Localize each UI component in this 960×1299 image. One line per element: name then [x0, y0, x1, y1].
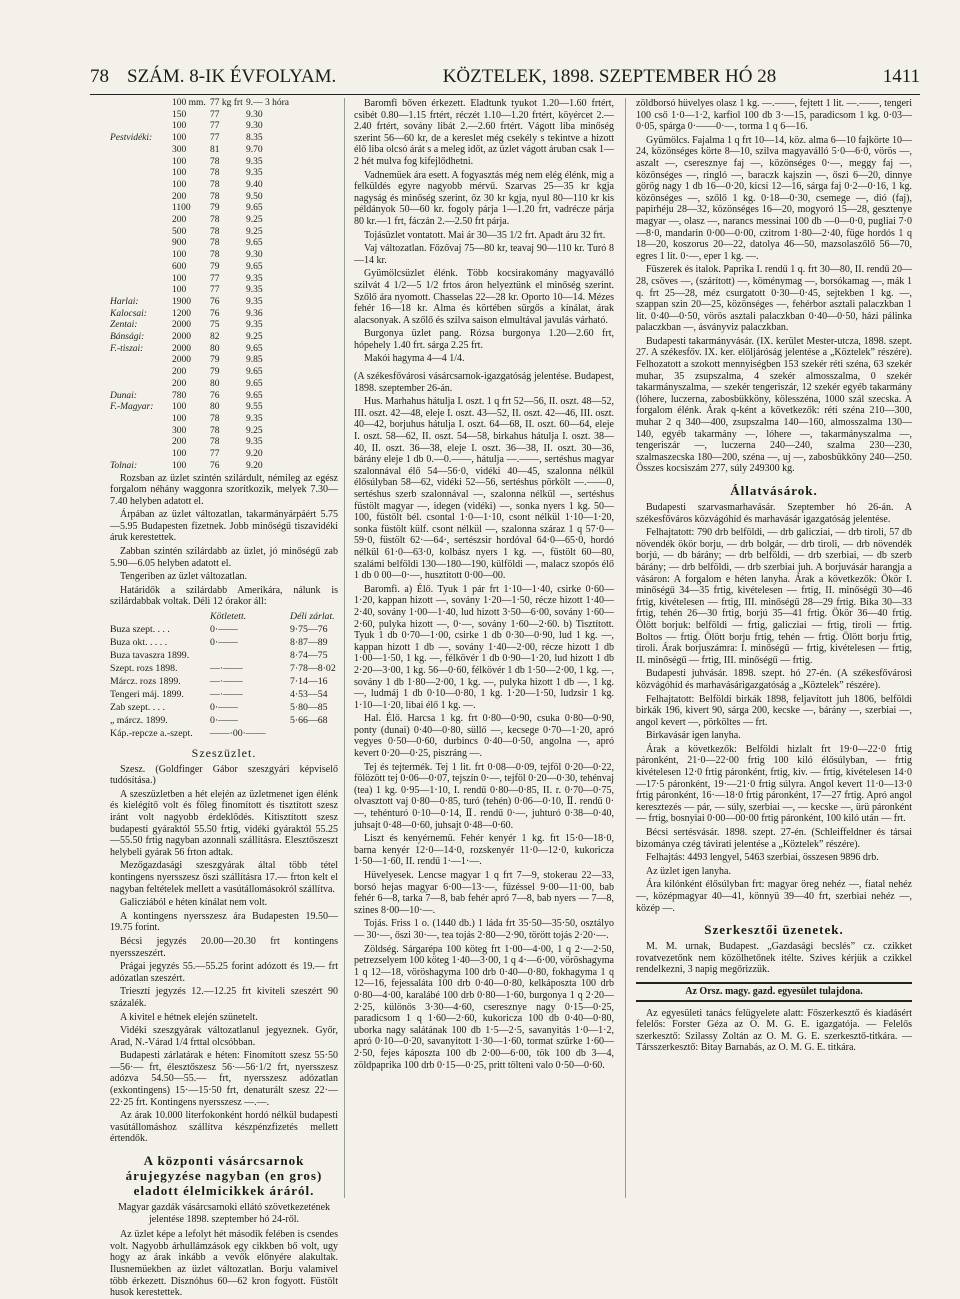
price-table-cell: 82 [210, 332, 220, 343]
price-table-cell: 77 [210, 285, 220, 296]
price-table-place: Zentai: [110, 320, 138, 331]
price-table-cell: 9.20 [246, 449, 263, 460]
price-table-place: Dunai: [110, 390, 137, 401]
spirits-paragraph: A kontingens nyersszesz ára Budapesten 19.50—19.75 forint. [110, 910, 338, 934]
price-table-cell: 9.35 [246, 320, 263, 331]
price-table-cell: 9.70 [246, 144, 263, 155]
price-table-place [110, 238, 172, 250]
header-title: KÖZTELEK, 1898. SZEPTEMBER HÓ 28 [442, 66, 777, 87]
price-table-cell: 77 [210, 273, 220, 284]
futures-table-cell [290, 727, 338, 740]
dairy-paragraph: Tej és tejtermék. Tej 1 lit. frt 0·08—0·09, tejföl 0·20—0·22, fölözött tej 0·06—0·07, tejszín 0·—, tejföl 0·20—0·30, tehénvaj (tea) 1 kg. 0·95—1·10, I. rendű 0·80—0·85, II. r. 0·70—0·75, olvasztott vaj 0·80—0·85, turó (tehén) 0·06—0·10, Ⅱ. rendű 0·—, tehénturó 0·10—0·14, Ⅱ. rendű 0·—, juhturó 0·38—0·40, juhsajt 0·48—0·60, juhsajt 0·48—0·60. [354, 761, 614, 831]
maize-paragraph: Tengeriben az üzlet változatlan. [120, 571, 248, 583]
futures-table-cell: Szept. rozs 1898. [110, 663, 178, 675]
price-table-cell: 78 [210, 156, 220, 167]
spirits-title: Szeszüzlet. [191, 746, 257, 761]
butter-paragraph: Vaj változatlan. Főzővaj 75—80 kr, teavaj 90—110 kr. Turó 8—14 kr. [354, 243, 614, 266]
price-table-cell: 9.65 [246, 238, 263, 249]
price-table-cell: 100 [172, 449, 187, 460]
legumes-paragraph: Hüvelyesek. Lencse magyar 1 q frt 7—9, stokerau 22—33, borsó hejas magyar 6·00—13·—, fűzéssel 9·00—11·00, bab fehér 6—8, tarka 7—8, bab fehér apró 7—8, bab nyers — 7—8, szines 8·00—10·—. [354, 870, 614, 916]
spirits-paragraph: Szesz. (Goldfinger Gábor szeszgyári képviselő tudósítása.) [110, 763, 338, 787]
price-table-cell: 900 [172, 238, 187, 249]
sheep-supply-paragraph: Felhajtatott: Belföldi birkák 1898, feljavított juh 1806, belföldi birkák 196, kivert 90, sárga 200, kecske —, bárány —, szerbiai —, angol kevert —, pörköltes — frt. [636, 693, 912, 728]
price-table-cell: 80 [210, 402, 220, 413]
price-table-cell: 9.65 [246, 343, 263, 354]
pig-supply-paragraph: Felhajtás: 4493 lengyel, 5463 szerbiai, összesen 9896 drb. [646, 852, 879, 864]
spirits-paragraph: Budapesti zárlatárak e héten: Finomított szesz 55·50—56·— frt, élesztőszesz 56·—56·1/2 frt, nyersszesz adózva 54.50—55.— frt, nyersszesz adózatlan (exkontingens) 15·—15·50 frt, denaturált szesz 22·—22·25 frt. Kontingens nyersszesz —.—. [110, 1050, 338, 1108]
egg-paragraph: Tojásüzlet vontatott. Mai ár 30—35 1/2 frt. Apadt áru 32 frt. [364, 229, 606, 241]
futures-table-cell [210, 649, 290, 662]
poultry-paragraph: Baromfi bőven érkezett. Eladtunk tyukot 1.20—1.60 frtért, csibét 0.80—1.15 frtért, réczét 1.10—1.20 frtért, köyércet 2.—2.40 frtért, sovány libát 2.—2.60 frtért. Vágott liba minőség szerint 56—60 kr, de a kereslet még csekély s tekintve a hizott élő liba olcsó árát s a meleg időt, az üzlet vágott áruban csak 1—2 hét mulva fog kifejlődhetni. [354, 98, 614, 167]
futures-table-cell: 0·—— [210, 715, 238, 727]
rye-paragraph: Rozsban az üzlet szintén szilárdult, némileg az egész forgalom néhány waggonra szorítkozik, melyek 7.30—7.40 helyben adatott el. [110, 472, 338, 507]
price-table-cell: 80 [210, 378, 220, 389]
sheep-market-paragraph: Budapesti juhvásár. 1898. szept. hó 27-én. (A székesfővárosi közvágóhíd és marhavásárigazgatóság a „Köztelek” részére). [636, 668, 912, 691]
price-table-cell: 100 [172, 168, 187, 179]
futures-table-cell: ——·00·—— [210, 728, 266, 740]
wheat-price-table [110, 98, 338, 473]
price-table-cell: 79 [210, 367, 220, 378]
price-table-place: F.-tiszai: [110, 343, 144, 354]
price-table-cell: 9.85 [246, 355, 263, 366]
price-table-cell: 76 [210, 308, 220, 319]
price-table-place: Tolnai: [110, 460, 138, 471]
poultry-prices-paragraph: Baromfi. a) Élő. Tyuk 1 pár frt 1·10—1·40, csirke 0·60—1·20, kappan hizott —, sovány 1·20—1·50, récze hizott 1·40—2·40, sovány 1·00—1·40, lud hizott 3·50—6·00, sovány 1·60—2·60, pulyka hizott —, 0·—, sovány 1·60—2·60. b) Tisztított. Tyuk 1 db 0·70—1·00, csirke 1 db 0·30—0·90, lud 1 kg. —, kappan hizott 1 db —, sovány 1·40—2·00, récze hizott 1 db 1·00—1·50, 1 kg. —, félkövér 1 db 0·90—1·20, lud hizott 1 db 2·20—3·00, 1 kg. 56—0·60, félkövér 1 db 1·50—2·00, 1 kg. —, sovány 1 db 1·80—2·00, 1 kg. —, pulyka hizott 1 db —, 1 kg. —, ludmáj 1 db 0·10—0·80, 1 kg. 1·20—1·50, ludzsir 1 kg. 1·10—1·20, libai élő 1 kg. —. [354, 583, 614, 711]
price-table-place [110, 274, 172, 286]
price-table-cell: 2000 [172, 332, 191, 343]
price-table-cell: 200 [172, 367, 187, 378]
price-table-cell: 78 [210, 191, 220, 202]
futures-table-cell: 5·80—85 [290, 702, 328, 714]
price-table-place [110, 121, 172, 133]
price-table-cell: 80 [210, 343, 220, 354]
price-table-cell: 78 [210, 425, 220, 436]
price-table-cell: 200 [172, 215, 187, 226]
price-table-place [110, 180, 172, 192]
price-table-cell: 9.25 [246, 226, 263, 237]
market-hall-title: A központi vásárcsarnok árujegyzése nagyban (en gros) eladott élelmicikkek áráról. [125, 1153, 323, 1199]
price-table-cell: 100 [172, 285, 187, 296]
price-table-cell: 100 [172, 402, 187, 413]
spirits-paragraph: Vidéki szeszgyárak változatlanul jegyeznek. Győr, Arad, N.-Várad 1/4 frttal olcsóbban. [110, 1025, 338, 1048]
price-table-cell: 9.65 [246, 367, 263, 378]
price-table-place [110, 367, 172, 379]
price-table-cell: 9.36 [246, 308, 263, 319]
spirits-paragraph: A szeszüzletben a hét elején az üzletmenet igen élénk és kielégítő volt és főleg finomított és tisztított szesz iránt volt nagyobb érdeklődés. Kitisztított szesz budapesti gyáraktól 55.50 frtig, vidéki gyáraktól 55.25—55.50 frtig nagyban azonnali szállításra. Elesztőszeszt helybeli gyárak 56 frton adtak. [110, 788, 338, 858]
price-table-cell: 9.40 [246, 179, 263, 190]
futures-table-cell: Buza szept. . . . [110, 624, 170, 636]
fruit-prices-paragraph: Gyümölcs. Fajalma 1 q frt 10—14, köz. alma 6—10 fajkörte 10—24, közönséges körte 8—10, szilva magyaválló 5·0—6·0, vörös —, aszalt —, cseresznye faj —, közönséges 0·—, meggy faj —, közönséges —, ringló —, baraczk kajszin —, őszi 6—20, dinnye görög nagy 1 db 16—0·20, kicsi 12—16, sárga faj 0·2—0·16, 1 kg. közönséges —, szőlő 1 kg. 0·18—0·30, csemege —, dió (faj), papirhéju 28—32, közönséges 16—20, mogyoró 15—28, gesztenye magyar —, olasz —, narancs messinai 100 db —0—0·0, pugliai 7·0—8·0, mandarin 0·00—0·00, czitrom 1·80—2·40, füge hordós 1 q 18—20, koszorus 20—22, datolya 46—50, mazsolaszőlő 56—70, egres 1 lit. 0·—, eper 1 kg. —. [636, 134, 912, 262]
spirits-paragraph: Prágai jegyzés 55.—55.25 forint adózott és 19.— frt adózatlan szeszért. [110, 961, 338, 984]
price-table-cell: 1200 [172, 308, 191, 319]
futures-table-header [110, 610, 210, 623]
futures-paragraph: Határidők a szilárdabb Amerikára, nálunk is szilárdabbak voltak. Déli 12 órakor áll: [110, 584, 338, 608]
barley-paragraph: Árpában az üzlet változatlan, takarmányárpáért 5.75—5.95 Budapesten fizetnek. Jobb minőségű tiszavidéki áruk kerestettek. [110, 509, 338, 544]
price-table-cell: 78 [210, 437, 220, 448]
price-table-place [110, 110, 172, 122]
price-table-cell: 77 kg frt [210, 98, 243, 108]
price-table-cell: 9.25 [246, 332, 263, 343]
price-table-cell: 100 [172, 133, 187, 144]
price-table-cell: 100 [172, 121, 187, 132]
futures-table-cell: —·—— [210, 663, 243, 675]
futures-table-cell: 0·—— [210, 637, 238, 649]
price-table-cell: 100 mm. [172, 98, 206, 108]
futures-table-cell: Márcz. rozs 1899. [110, 676, 181, 688]
price-table-place [110, 145, 172, 157]
price-table-cell: 9.50 [246, 191, 263, 202]
fodder-market-paragraph: Budapesti takarmányvásár. (IX. kerület Mester-utcza, 1898. szept. 27. A székesfőv. IX. ker. elöljáróság jelentése a „Köztelek” részére). Felhozatott a szokott mennyiségben 153 szekér réti széna, 63 szekér muhar, 35 zsupszalma, 4 szekér almosszalma, 0 szekér takarmányszalma, — szekér tengeriszár, 12 szekér egyéb takarmány (lóhere, luczerna, zabosbükköny, kölesszéna, 1000 szál szecska. A forgalom élénk. Árak q-ként a következők: réti széna 210—300, muhar 2 q 340—400, zsupszalma 140—160, almosszalma 130—140, egyéb takarmány —, lóhere —, takarmányszalma —, tengeriszár —, luczerna 240—240, szalma 230—230, szalmaszecska 180—200, széna —, uj —, zabosbükköny 240—250. Összes kocsiszám 277, súly 249300 kg. [636, 335, 912, 475]
price-table-cell: 500 [172, 226, 187, 237]
price-table-place [110, 437, 172, 449]
price-table-cell: 9.30 [246, 109, 263, 120]
price-table-cell: 79 [210, 203, 220, 214]
pig-market-paragraph: Bécsi sertésvásár. 1898. szept. 27-én. (Schleiffeldner és társai bizománya czég távirati jelentése a „Köztelek” részére). [636, 827, 912, 850]
issue-label: SZÁM. 8-IK ÉVFOLYAM. [127, 66, 337, 87]
futures-table-cell: 0·—— [210, 702, 238, 714]
price-table-place [110, 355, 172, 367]
market-paragraph: Az üzlet képe a lefolyt hét második felében is csendes volt. Nagyobb árhullámzások egy cikkben bő volt, ugy hogy az árak inkább a vevők előnyére alakultak. Ilusnemüekben az üzlet változatlan. Borju valamivel több érkezett. Disznóhus 60—62 kron fogyott. Füstölt husok kerestettek. [110, 1229, 338, 1299]
fish-paragraph: Hal. Élő. Harcsa 1 kg. frt 0·80—0·90, csuka 0·80—0·90, ponty (dunai) 0·40—0·80, süllő —, kecsege 0·70—1·20, apró vegyes 0·50—0·60, durbincs 0·40—0·50, angolna —, apró kevert 0·20—0·25, piszráng —. [354, 713, 614, 760]
futures-table-cell: 4·53—54 [290, 689, 328, 701]
price-table-cell: 2000 [172, 343, 191, 354]
price-table-cell: 1900 [172, 296, 191, 307]
price-table-cell: 9.65 [246, 261, 263, 272]
futures-table-cell: „ márcz. 1899. [110, 715, 168, 727]
spirits-paragraph: Mezőgazdasági szeszgyárak által több tétel kontingens nyersszesz őszi szállításra 17.— frton kelt el nagyban feltételek mellett a vasútállomásokról szállítva. [110, 860, 338, 895]
price-table-cell: 77 [210, 133, 220, 144]
pig-prices-paragraph: Ára kilónként élősúlyban frt: magyar öreg nehéz —, fiatal nehéz —, középmagyar 40—41, könnyü 39—40 frt, szerbiai nehéz —, közép —. [636, 879, 912, 914]
futures-table-cell: Tengeri máj. 1899. [110, 689, 184, 701]
price-table-place [110, 262, 172, 274]
price-table-cell: 100 [172, 460, 187, 471]
price-table-place [110, 426, 172, 438]
column-rule [344, 98, 345, 1198]
spices-paragraph: Füszerek és italok. Paprika I. rendű 1 q. frt 30—80, II. rendű 20—28, csöves —, (szárított) —, köménymag —, borsókamag —, mák 1 q. frt 25—28, méz csurgatott 0·30—0·45, sejtekben 1 kg. —, szappan szin 20—25, közönséges —, fehérbor asztali palaczkban 1 lit. 0·40—0·50, vörös asztali palaczkban 0·40—0·50, házi pálinka palaczkban —, ásványviz palaczkban. [636, 264, 912, 334]
cattle-market-paragraph: Budapesti szarvasmarhavásár. Szeptember hó 26-án. A székesfőváros közvágóhíd és marhavásár igazgatóság jelentése. [636, 502, 912, 525]
cattle-prices-paragraph: Felhajtatott: 790 drb belföldi, — drb galicziai, — drb tiroli, 57 db növendék ökör borju, — drb bolgár, — drb tiroli, — drb növendék borjú, — db bárány; — drb belföldi, — drb szerbiai, — db szerb bárány; — drb belföldi, — drb szerbiai juh. A borjuvásár harangja a vásáron: A forgalom e héten lanyha. Árak a következők: Ökör I. minőségű 34—35 frtig, kivételesen — frtig, II. minőségű 30—46 frtig, kivételesen — frtig, III. minőségű 28—29 frtig. Bika 30—33 frtig, tehén 26—30 frtig, borjú 35—41 frtig. Ökör 36—40 frtig. Ölött borjuk: belföldi — frtig, galicziai — frtig, tiroli — frtig. Boltos — frtig. Ölött borju frtig, tehén — frtig. Ölött borju frtig, tiroli. Árak borjuszámra: I. minőségű — frtig, kivételesen — frtig, II. minőségű — frtig, III. minőségű — frtig. [636, 527, 912, 666]
price-table-cell: 9.35 [246, 168, 263, 179]
price-table-place: Harlai: [110, 296, 139, 307]
price-table-cell: 9.35 [246, 296, 263, 307]
price-table-cell: 77 [210, 109, 220, 120]
price-table-cell: 100 [172, 250, 187, 261]
price-table-cell: 9.65 [246, 203, 263, 214]
price-table-cell: 2000 [172, 320, 191, 331]
price-table-place: F.-Magyar: [110, 402, 154, 413]
price-table-place [110, 215, 172, 227]
meat-paragraph: Hus. Marhahus hátulja I. oszt. 1 q frt 52—56, II. oszt. 48—52, III. oszt. 42—48, eleje I. oszt. 43—52, II. oszt. 42—46, III. oszt. 40—42, borjuhus hátulja I. oszt. 64—68, II. oszt. 60—64, eleje I. oszt. 58—62, II. oszt. 54—58, birkahus hátulja I. oszt. 38—40, II. oszt. 36—38, eleje I. oszt. 36—38, II. oszt. 30—36, bárány eleje 1 db 0.—0.——, hátulja —.——, sertéshus magyar szalonnával élő 54—56·0, vidéki 40—45, szalonna nélkül élősúlyban 58—62, vidéki 52—56, sertéshus pörkölt —.——0, sertéshus szerb szalonnával —, szalonna nélkül —, sertéshus füstölt magyar —, idegen (vidéki) —, sonka nyers 1 kg. 50—100, füstölt bél. csontal 1·0—1·10, csont nélkül 1·10—1·20, sonka füstölt külf. csont nélkül —, szalonna száraz 1 q 57·0—59·0, füstölt 62·—64·, sertészsir hordóval 64·0—65·0, hordó nélkül 61·0—63·0, kolbász nyers 1 kg. —, füstölt 60—80, szalámi belföldi 130—180—190, külföldi —, malacz szopós élő 1 db 0 00—0·—, husztitott 0·00—00. [354, 396, 614, 582]
vegetables-cont-paragraph: zöldborsó hüvelyes olasz 1 kg. —.——, fejtett 1 lit. —.——, tengeri 100 cső 1·0—1·2, karfiol 100 db 3·—15, paradicsom 1 kg. 0·03—0·05, spárga 0·——0·—, torma 1 q 6—16. [636, 98, 912, 133]
price-table-place: Bánsági: [110, 332, 145, 343]
price-table-cell: 77 [210, 449, 220, 460]
price-table-cell: 100 [172, 413, 187, 424]
price-table-place [110, 227, 172, 239]
price-table-cell: 300 [172, 425, 187, 436]
price-table-cell: 81 [210, 144, 220, 155]
price-table-place [110, 250, 172, 262]
price-table-cell: 200 [172, 191, 187, 202]
futures-table-cell: Káp.-repcze a.-szept. [110, 728, 193, 740]
price-table-cell: 9.35 [246, 413, 263, 424]
price-table-cell: 780 [172, 390, 187, 401]
futures-table-cell: Buza okt. . . . . [110, 637, 168, 649]
price-table-place: Pestvidéki: [110, 133, 153, 144]
sheep-prices-paragraph: Árak a következők: Belföldi hizlalt frt 19·0—22·0 frtig páronként, 21·0—22·00 frtig 100 kiló élősúlyban, — frtig kivételesen 12·0 frtig páronként, frtig, kiv. — frtig, kivételesen 14·0—17·5 páronként, 19·—21·0 frtig súlyra. Angol kevert 11·0—13·0 frtig páronként, 16·—18·0 frtig páronként, 17—27 frtig. Apró angol keresztezés — pár, — súly, szerbiai —, — kecske —, ürü páronként — frtig, bosnyiai 0·00—00·00 frtig páronként, 100 kiló után — frt. [636, 743, 912, 825]
price-table-cell: 9.35 [246, 285, 263, 296]
onion-paragraph: Makói hagyma 4—4 1/4. [364, 353, 465, 365]
futures-table-cell: Buza tavaszra 1899. [110, 650, 190, 662]
futures-table-cell: —·—— [210, 676, 243, 688]
price-table-cell: 78 [210, 179, 220, 190]
column-rule [625, 98, 626, 1198]
fruit-paragraph: Gyümölcsüzlet élénk. Több kocsirakomány magyaválló szilvát 4 1/2—5 1/2 frtos áron helyeztünk el minőség szerint. Szőlő ára nyomott. Chasselas 22—28 kr. Oporto 10—14. Mézes fehér 16—18 kr. Alma és körtében sürgős a kínálat, árak alacsonyak. A szőlő és szilva saison elmultával javulás várható. [354, 268, 614, 326]
price-table-cell: 1100 [172, 203, 191, 214]
price-table-cell: 600 [172, 261, 187, 272]
potato-paragraph: Burgonya üzlet pang. Rózsa burgonya 1.20—2.60 frt, hópehely 1.40 frt. sárga 2.25 frt. [354, 328, 614, 351]
price-table-cell: 76 [210, 296, 220, 307]
futures-table-header: Kötletett. [210, 611, 247, 623]
bread-paragraph: Liszt és kenyérnemü. Fehér kenyér 1 kg. frt 15·0—18·0, barna kenyér 12·0—14·0, rozskenyér 11·0—12·0, kukoricza 1·50—1·60, II. rendű 1·—1·—. [354, 833, 614, 868]
ownership-banner: Az Orsz. magy. gazd. egyesület tulajdona. [636, 982, 912, 1002]
sheep-trend-paragraph: Birkavásár igen lanyha. [646, 730, 741, 742]
price-table-cell: 300 [172, 144, 187, 155]
futures-table-cell: 7·78—8·02 [290, 663, 336, 675]
price-table-cell: 100 [172, 156, 187, 167]
price-table-cell: 9.35 [246, 437, 263, 448]
price-table-cell: 9.20 [246, 460, 263, 471]
price-table-cell: 9.55 [246, 402, 263, 413]
price-table-place [110, 285, 172, 297]
price-table-cell: 78 [210, 226, 220, 237]
livestock-title: Állatvásárok. [730, 483, 818, 498]
spirits-paragraph: Az árak 10.000 literfokonként hordó nélkül budapesti vasútállomáshoz szállítva készpénzfizetés mellett értendők. [110, 1110, 338, 1145]
price-table-place [110, 192, 172, 204]
spirits-paragraph: Bécsi jegyzés 20.00—20.30 frt kontingens nyersszeszért. [110, 935, 338, 959]
market-hall-subtitle: Magyar gazdák vásárcsarnoki ellátó szövetkezetének jelentése 1898. szeptember hó 24-ről. [117, 1202, 331, 1225]
price-table-cell: 9.— 3 hóra [246, 98, 290, 108]
eggs-paragraph: Tojás. Friss 1 o. (1440 db.) 1 láda frt 35·50—35·50, osztályo — 30·—, őszi 30·—, tea tojás 2·80—2·90, törött tojás 2·20·—. [354, 918, 614, 941]
page-header [90, 60, 920, 95]
oats-paragraph: Zabban szintén szilárdabb az üzlet, jó minőségű zab 5.90—6.05 helyben adatott el. [110, 546, 338, 569]
price-table-cell: 78 [210, 215, 220, 226]
price-table-place [110, 168, 172, 180]
futures-table-cell: 7·14—16 [290, 676, 328, 688]
price-table-place: Kalocsai: [110, 308, 147, 319]
price-table-cell: 200 [172, 437, 187, 448]
price-table-place [110, 98, 172, 110]
report-source: (A székesfővárosi vásárcsarnok-igazgatóság jelentése. Budapest, 1898. szeptember 26-án. [354, 371, 614, 394]
vegetables-paragraph: Zöldség. Sárgarépa 100 köteg frt 1·00—4·00, 1 q 2·—2·50, petrezselyem 100 köteg 1·40—3·00, 1 q 4·—6·00, vöröshagyma 1 q 12—18, vöröshagyma 100 drb 0·40—0·80, fokhagyma 1 q 12—16, fejessaláta 100 drb 0·40—0·80, kelkáposzta 100 drb 0·80—4·00, karalábé 100 drb 0·80—1·60, burgonya 1 q 2·20—2·25, különös 3·30—4·60, cseresznye nagy 0·15—0·25, paradicsom 1 q 1·60—2·60, kukoricza 100 db 0·40—0·80, uborka nagy salátának 100 db 1·5—2·5, savanyitás 1·0—1·2, apró 0·10—0·20, savanyitott 1·30—1·60, tormat szürke 1·60—2·50, fejes káposzta 100 db 2·00—6·00, tök 100 db 3—4, zöldpaprika 100 drb 0·15—0·25, pritt tölteni valo 0·50—0·60. [354, 943, 614, 1071]
futures-table-cell: —·—— [210, 689, 243, 701]
spirits-paragraph: Galicziából e héten kínálat nem volt. [120, 897, 268, 909]
price-table-cell: 200 [172, 378, 187, 389]
futures-table-cell: 0·—— [210, 624, 238, 636]
futures-table-cell: Zab szept. . . . [110, 702, 165, 714]
price-table-cell: 9.35 [246, 273, 263, 284]
price-table-cell: 100 [172, 179, 187, 190]
futures-table [110, 610, 338, 740]
price-table-cell: 8.35 [246, 133, 263, 144]
header-page-total: 1411 [882, 66, 920, 87]
futures-table-header: Déli zárlat. [290, 611, 335, 623]
price-table-cell: 76 [210, 460, 220, 471]
price-table-cell: 75 [210, 320, 220, 331]
price-table-place [110, 414, 172, 426]
price-table-cell: 9.65 [246, 378, 263, 389]
editor-note-paragraph: M. M. urnak, Budapest. „Gazdasági becslés” cz. czikket rovatvezetőnk nem közölhetőnek itélte. Szives kérjük a czikkel rendelkezni, 3 napig megőrizzük. [636, 941, 912, 976]
column-1 [110, 98, 338, 1299]
price-table-cell: 9.25 [246, 425, 263, 436]
price-table-place [110, 157, 172, 169]
futures-table-cell: 8·87—89 [290, 637, 328, 649]
price-table-cell: 76 [210, 390, 220, 401]
price-table-cell: 9.30 [246, 250, 263, 261]
price-table-cell: 2000 [172, 355, 191, 366]
price-table-cell: 79 [210, 261, 220, 272]
futures-table-cell: 8·74—75 [290, 650, 328, 662]
price-table-cell: 78 [210, 168, 220, 179]
imprint-paragraph: Az egyesületi tanács felügyelete alatt: Főszerkesztő és kiadásért felelős: Forster Géza az O. M. G. E. igazgatója. — Felelős szerkesztő: Szilassy Zoltán az O. M. G. E. szerkesztő-titkára. — Társszerkesztő: Bitay Barnabás, az O. M. G. E. titkára. [636, 1007, 912, 1054]
price-table-place [110, 449, 172, 461]
price-table-cell: 100 [172, 273, 187, 284]
column-2 [354, 98, 614, 1198]
spirits-paragraph: Triesztí jegyzés 12.—12.25 frt kiviteli szeszért 90 százalék. [110, 986, 338, 1009]
pig-trend-paragraph: Az üzlet igen lanyha. [646, 865, 731, 877]
price-table-place [110, 379, 172, 391]
price-table-place [110, 203, 172, 215]
futures-table-cell: 5·66—68 [290, 715, 328, 727]
price-table-cell: 150 [172, 109, 187, 120]
price-table-cell: 78 [210, 238, 220, 249]
header-left [90, 66, 336, 88]
price-table-cell: 78 [210, 250, 220, 261]
column-3 [636, 98, 912, 1198]
price-table-cell: 77 [210, 121, 220, 132]
editor-notes-title: Szerkesztői üzenetek. [704, 922, 844, 938]
price-table-cell: 78 [210, 413, 220, 424]
spirits-paragraph: A kivitel e hétnek elején szünetelt. [120, 1011, 258, 1023]
price-table-cell: 9.35 [246, 156, 263, 167]
price-table-cell: 79 [210, 355, 220, 366]
page-number: 78 [90, 66, 109, 87]
price-table-cell: 9.30 [246, 121, 263, 132]
game-paragraph: Vadnemüek ára esett. A fogyasztás még nem elég élénk, mig a felküldés egyre nagyobb mérvű. Szarvas 25—35 kr kgja nagyság és minőség szerint, őz 30 kr kgja, nyul 80—110 kr kis példányok 50—60 kr. fogoly párja 1—1.20 frt, vadrécze párja 80 kr.—1 frt, fáczán 2.—2.50 frt párja. [354, 169, 614, 227]
price-table-cell: 9.65 [246, 390, 263, 401]
futures-table-cell: 9·75—76 [290, 624, 328, 636]
price-table-cell: 9.25 [246, 215, 263, 226]
